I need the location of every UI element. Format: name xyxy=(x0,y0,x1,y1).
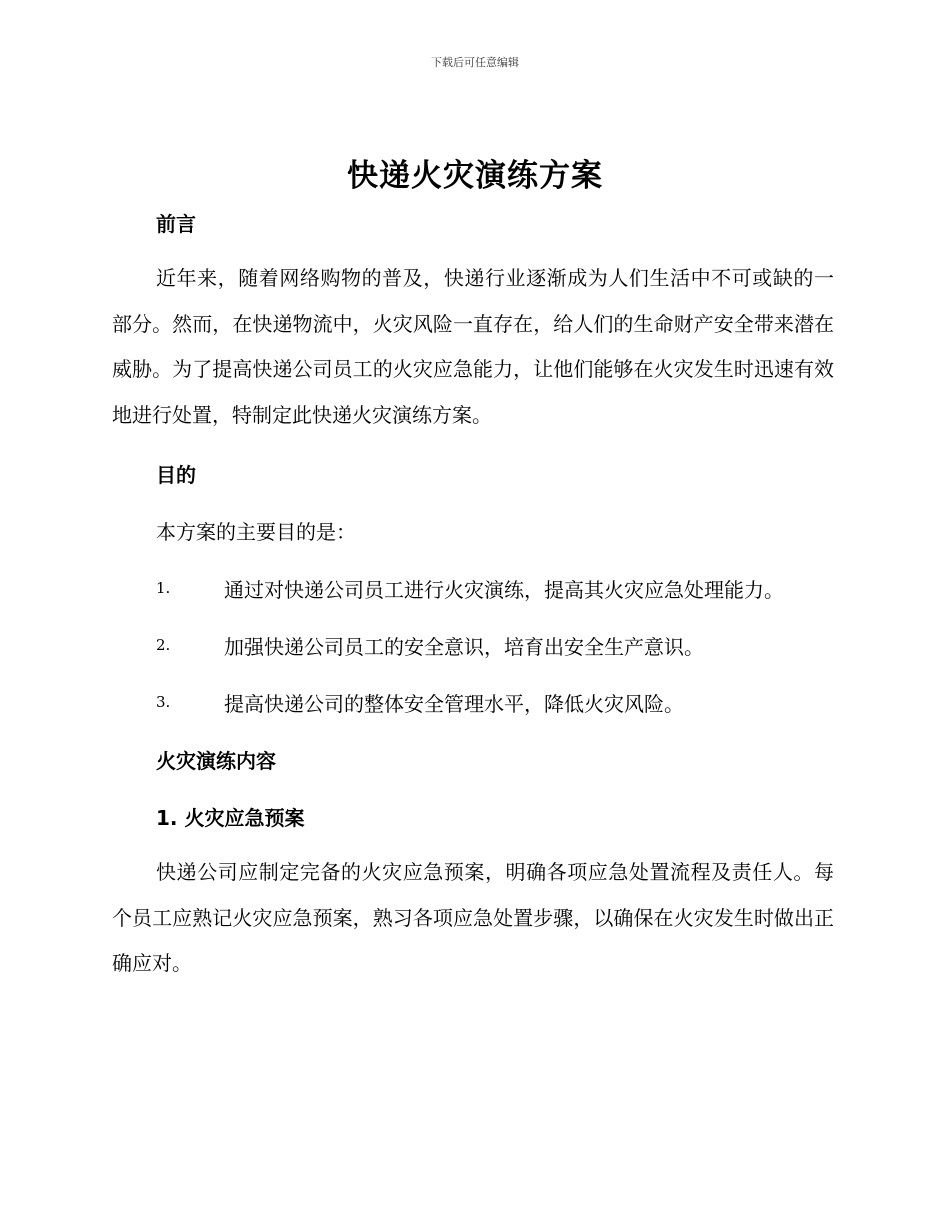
section-heading-drill-content: 火灾演练内容 xyxy=(156,749,276,773)
list-text: 加强快递公司员工的安全意识，培育出安全生产意识。 xyxy=(224,635,704,659)
section-heading-preface: 前言 xyxy=(156,212,196,236)
header-note: 下载后可任意编辑 xyxy=(431,56,519,69)
list-number: 3. xyxy=(156,693,171,711)
list-text: 通过对快递公司员工进行火灾演练，提高其火灾应急处理能力。 xyxy=(224,578,784,602)
list-number: 2. xyxy=(156,636,171,654)
document-title: 快递火灾演练方案 xyxy=(347,158,603,194)
list-text: 提高快递公司的整体安全管理水平，降低火灾风险。 xyxy=(224,692,684,716)
purpose-intro: 本方案的主要目的是： xyxy=(156,520,356,544)
section-heading-purpose: 目的 xyxy=(156,463,196,487)
list-number: 1. xyxy=(156,579,171,597)
emergency-plan-paragraph: 快递公司应制定完备的火灾应急预案，明确各项应急处置流程及责任人。每个员工应熟记火灾应急预案，熟习各项应急处置步骤，以确保在火灾发生时做出正确应对。 xyxy=(112,860,834,975)
subsection-heading-emergency-plan: 1. 火灾应急预案 xyxy=(156,806,305,830)
preface-paragraph: 近年来，随着网络购物的普及，快递行业逐渐成为人们生活中不可或缺的一部分。然而，在快递物流中，火灾风险一直存在，给人们的生命财产安全带来潜在威胁。为了提高快递公司员工的火灾应急能力，让他们能够在火灾发生时迅速有效地进行处置，特制定此快递火灾演练方案。 xyxy=(112,266,834,427)
